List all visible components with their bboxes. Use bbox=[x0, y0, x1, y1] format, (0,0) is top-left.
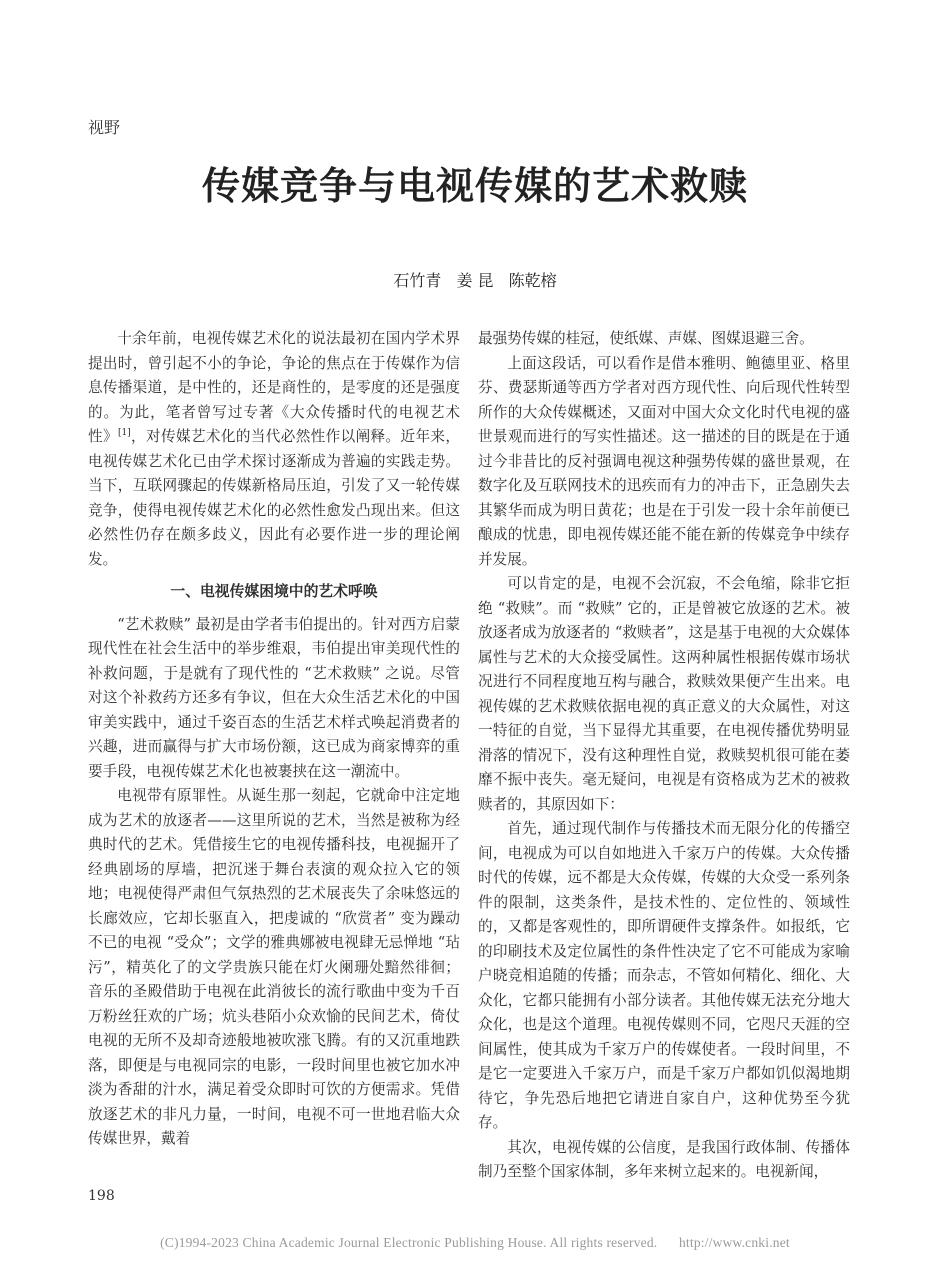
author-list bbox=[0, 268, 950, 291]
left-column bbox=[88, 327, 460, 1152]
paragraph: 其次，电视传媒的公信度，是我国行政体制、传播体制乃至整个国家体制，多年来树立起来的。电视新闻， bbox=[478, 1138, 850, 1180]
paragraph: 上面这段话，可以看作是借本雅明、鲍德里亚、格里芬、费瑟斯通等西方学者对西方现代性、向后现代性转型所作的大众传媒概述，又面对中国大众文化时代电视的盛世景观而进行的写实性描述。这一描述的目的既是在于通过今非昔比的反衬强调电视这种强势传媒的盛世景观，在数字化及互联网技术的迅疾而有力的冲击下，正急剧失去其繁华而成为明日黄花；也是在于引发一段十余年前便已酿成的忧患，即电视传媒还能不能在新的传媒竞争中续存并发展。 bbox=[478, 354, 850, 568]
copyright-footer bbox=[0, 1235, 950, 1251]
paragraph: 最强势传媒的桂冠，使纸媒、声媒、图媒退避三舍。 bbox=[478, 330, 814, 347]
page-number: 198 bbox=[88, 1188, 115, 1204]
section-label: 视野 bbox=[88, 118, 121, 137]
copyright-text: (C)1994-2023 China Academic Journal Electronic Publishing House. All rights reserved. bbox=[160, 1235, 658, 1250]
paragraph: 电视带有原罪性。从诞生那一刻起，它就命中注定地成为艺术的放逐者——这里所说的艺术，当然是被称为经典时代的艺术。凭借接生它的电视传播科技，电视掘开了经典剧场的厚墙，把沉迷于舞台表演的观众拉入它的领地；电视使得严肃但气氛热烈的艺术展丧失了余味悠远的长廊效应，它却长驱直入，把虔诚的 “欣赏者” 变为躁动不已的电视 “受众”；文学的雅典娜被电视肆无忌惮地 “玷污”，精英化了的文学贵族只能在灯火阑珊处黯然徘徊；音乐的圣殿借助于电视在此消彼长的流行歌曲中变为千百万粉丝狂欢的广场；炕头巷陌小众欢愉的民间艺术，倚仗电视的无所不及却奇迹般地被吹涨飞腾。有的又沉重地跌落，即便是与电视同宗的电影，一段时间里也被它加水冲淡为香甜的汁水，满足着受众即时可饮的方便需求。凭借放逐艺术的非凡力量，一时间，电视不可一世地君临大众传媒世界，戴着 bbox=[88, 787, 460, 1147]
article-title: 传媒竞争与电视传媒的艺术救赎 bbox=[201, 163, 748, 208]
paragraph: 十余年前，电视传媒艺术化的说法最初在国内学术界提出时，曾引起不小的争论，争论的焦点在于传媒作为信息传播渠道，是中性的，还是商性的，是零度的还是强度的。为此，笔者曾写过专著《大众传播时代的电视艺术性》[1]，对传媒艺术化的当代必然性作以阐释。近年来，电视传媒艺术化已由学术探讨逐渐成为普遍的实践走势。当下，互联网骤起的传媒新格局压迫，引发了又一轮传媒竞争，使得电视传媒艺术化的必然性愈发凸现出来。但这必然性仍存在颇多歧义，因此有必要作进一步的理论阐发。 bbox=[88, 330, 460, 568]
author-name: 姜 昆 bbox=[456, 271, 494, 290]
paragraph: “艺术救赎” 最初是由学者韦伯提出的。针对西方启蒙现代性在社会生活中的举步维艰，韦伯提出审美现代性的补救问题，于是就有了现代性的 “艺术救赎” 之说。尽管对这个补救药方还多有争议，但在大众生活艺术化的中国审美实践中，通过千姿百态的生活艺术样式唤起消费者的兴趣，进而赢得与扩大市场份额，这已成为商家博弈的重要手段，电视传媒艺术化也被裹挟在这一潮流中。 bbox=[88, 615, 460, 780]
citation-mark[interactable]: [1] bbox=[117, 428, 131, 439]
paragraph: 可以肯定的是，电视不会沉寂，不会龟缩，除非它拒绝 “救赎”。而 “救赎” 它的，正是曾被它放逐的艺术。被放逐者成为放逐者的 “救赎者”，这是基于电视的大众媒体属性与艺术的大众接受属性。这两种属性根据传媒市场状况进行不同程度地互构与融合，救赎效果便产生出来。电视传媒的艺术救赎依据电视的真正意义的大众属性，对这一特征的自觉，当下显得尤其重要，在电视传播优势明显滑落的情况下，没有这种理性自觉，救赎契机很可能在萎靡不振中丧失。毫无疑问，电视是有资格成为艺术的被救赎者的，其原因如下： bbox=[478, 575, 850, 813]
section-heading: 一、电视传媒困境中的艺术呼唤 bbox=[170, 583, 378, 600]
cnki-link[interactable]: http://www.cnki.net bbox=[678, 1235, 790, 1250]
author-name: 石竹青 bbox=[393, 271, 442, 290]
right-column bbox=[478, 327, 850, 1185]
author-name: 陈乾榕 bbox=[508, 271, 557, 290]
paragraph: 首先，通过现代制作与传播技术而无限分化的传播空间，电视成为可以自如地进入千家万户的传媒。大众传播时代的传媒，远不都是大众传媒，传媒的大众受一系列条件的限制，这类条件，是技术性的、定位性的、领域性的，又都是客观性的，即所谓硬件支撑条件。如报纸，它的印刷技术及定位属性的条件性决定了它不可能成为家喻户晓竞相追随的传播；而杂志，不管如何精化、细化、大众化，它都只能拥有小部分读者。其他传媒无法充分地大众化，也是这个道理。电视传媒则不同，它咫尺天涯的空间属性，使其成为千家万户的传媒使者。一段时间里，不是它一定要进入千家万户，而是千家万户都如饥似渴地期待它，争先恐后地把它请进自家自户，这种优势至今犹存。 bbox=[478, 820, 850, 1131]
